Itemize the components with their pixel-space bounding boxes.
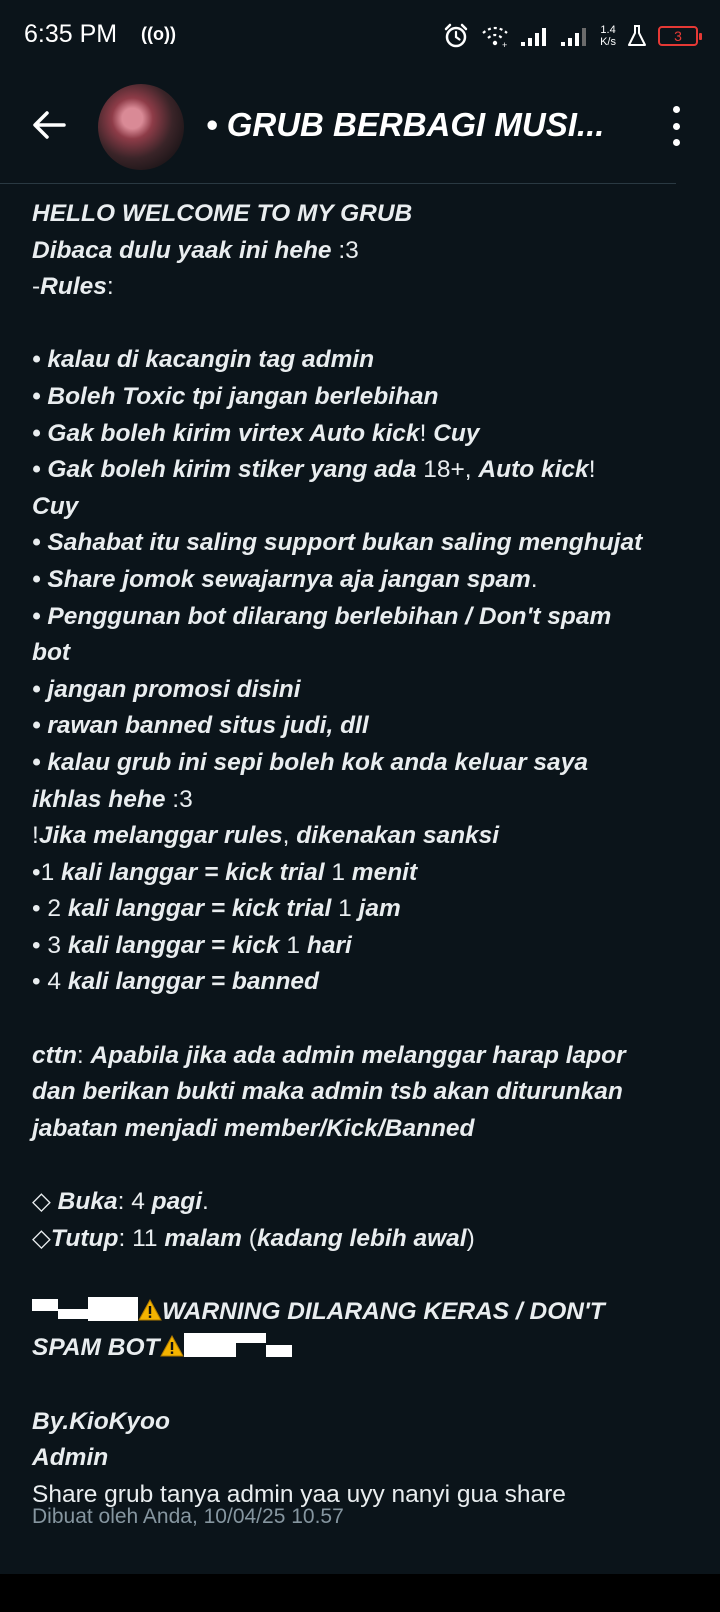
chat-header [0, 72, 720, 182]
more-options-button[interactable] [664, 106, 688, 146]
warning-icon [160, 1335, 184, 1357]
redacted-block [184, 1333, 236, 1357]
note-line: cttn: Apabila jika ada admin melanggar harap lapor [32, 1041, 626, 1069]
sanction-item: •1 kali langgar = kick trial 1 menit [32, 858, 418, 886]
group-description [32, 196, 692, 1513]
rule-item: • jangan promosi disini [32, 675, 301, 703]
note-line: dan berikan bukti maka admin tsb akan diturunkan [32, 1078, 623, 1106]
warning-line: WARNING DILARANG KERAS / DON'T [32, 1294, 692, 1331]
sanction-item: • 2 kali langgar = kick trial 1 jam [32, 895, 401, 923]
welcome-line: HELLO WELCOME TO MY GRUB [32, 200, 413, 227]
status-time: 6:35 PM [24, 20, 118, 48]
sanction-heading: !Jika melanggar rules, dikenakan sanksi [32, 822, 500, 850]
group-avatar[interactable] [98, 84, 184, 170]
status-bar [0, 0, 720, 72]
rule-item: • Gak boleh kirim stiker yang ada 18+, Auto kick! [32, 456, 596, 484]
sanction-item: • 3 kali langgar = kick 1 hari [32, 931, 352, 959]
network-speed-value: 1.4 [600, 24, 616, 36]
rules-heading: -Rules: [32, 273, 114, 301]
rule-item-continued: ikhlas hehe :3 [32, 785, 193, 813]
alarm-icon [442, 22, 470, 50]
header-divider [0, 183, 676, 184]
back-button[interactable] [28, 104, 70, 146]
rule-item: • kalau di kacangin tag admin [32, 346, 375, 374]
rule-item: • Penggunan bot dilarang berlebihan / Don't spam [32, 602, 612, 630]
rule-item: • rawan banned situs judi, dll [32, 712, 369, 740]
share-line: Share grub tanya admin yaa uyy nanyi gua share [32, 1480, 566, 1508]
chat-title[interactable]: • GRUB BERBAGI MUSI... [206, 106, 605, 143]
radio-icon: ((o)) [141, 24, 176, 44]
redacted-block [58, 1309, 88, 1319]
rule-item-continued: bot [32, 639, 71, 667]
rule-item: • Gak boleh kirim virtex Auto kick! Cuy [32, 419, 480, 447]
note-line: jabatan menjadi member/Kick/Banned [32, 1114, 475, 1142]
diamond-icon: ◇ [32, 1224, 51, 1252]
status-icons [442, 20, 698, 52]
more-vert-icon [673, 106, 680, 113]
redacted-block [88, 1297, 138, 1321]
diamond-icon: ◇ [32, 1188, 51, 1216]
rule-item-continued: Cuy [32, 492, 79, 520]
network-speed-unit: K/s [600, 36, 616, 48]
signal-1-icon [520, 24, 550, 48]
sanction-item: • 4 kali langgar = banned [32, 968, 320, 996]
open-hours: ◇ Buka: 4 pagi. [32, 1188, 209, 1216]
signal-2-icon [560, 24, 590, 48]
flask-icon [626, 24, 648, 48]
svg-text:+: + [502, 40, 508, 49]
battery-indicator: 3 [658, 26, 698, 46]
navigation-bar [0, 1574, 720, 1612]
redacted-block [236, 1333, 266, 1343]
wifi-icon [480, 23, 510, 49]
arrow-left-icon [31, 109, 67, 141]
warning-icon [138, 1299, 162, 1321]
network-speed [600, 24, 616, 48]
redacted-block [266, 1345, 292, 1357]
rule-item: • kalau grub ini sepi boleh kok anda keluar saya [32, 748, 588, 776]
warning-line: SPAM BOT [32, 1330, 692, 1367]
close-hours: ◇Tutup: 11 malam (kadang lebih awal) [32, 1224, 475, 1252]
rule-item: • Boleh Toxic tpi jangan berlebihan [32, 382, 439, 410]
created-by-meta: Dibuat oleh Anda, 10/04/25 10.57 [32, 1505, 344, 1528]
author-line: By.KioKyoo [32, 1407, 170, 1435]
rule-item: • Share jomok sewajarnya aja jangan spam. [32, 565, 538, 593]
redacted-block [32, 1299, 58, 1311]
read-first-line: Dibaca dulu yaak ini hehe :3 [32, 236, 359, 264]
rule-item: • Sahabat itu saling support bukan saling menghujat [32, 529, 643, 557]
role-line: Admin [32, 1444, 109, 1472]
